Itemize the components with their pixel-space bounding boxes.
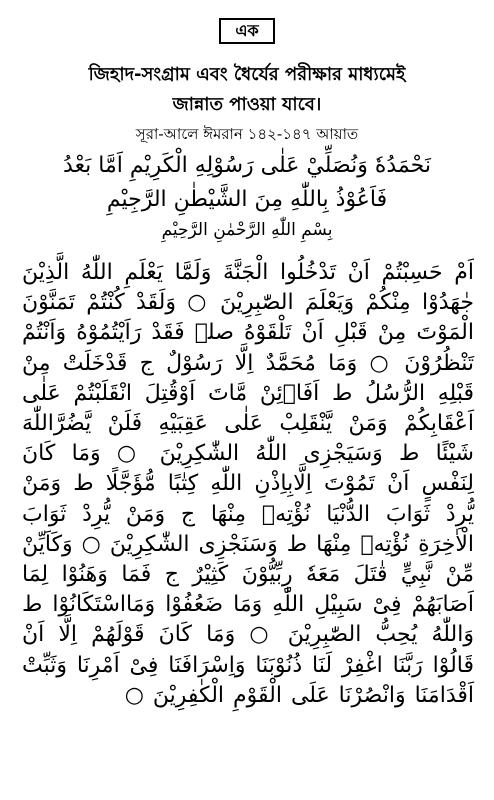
surah-reference: সূরা-আলে ঈমরান ১৪২-১৪৭ আয়াত	[135, 125, 359, 143]
chapter-title-line-1: জিহাদ-সংগ্রাম এবং ধৈর্যের পরীক্ষার মাধ্যমেই	[88, 64, 406, 85]
opening-basmala: بِسْمِ اللّٰهِ الرَّحْمٰنِ الرَّحِيْمِ	[161, 220, 333, 240]
quran-verses: اَمْ حَسِبْتُمْ اَنْ تَدْخُلُوا الْجَنَّةَ وَلَمَّا يَعْلَمِ اللّٰهُ الَّذِيْنَ جٰهَدُوْا مِنْكُمْ وَيَعْلَمَ الصّٰبِرِيْنَ ○ وَلَقَدْ كُنْتُمْ تَمَنَّوْنَ الْمَوْتَ مِنْ قَبْلِ اَنْ تَلْقَوْهُ صلے فَقَدْ رَاَيْتُمُوْهُ وَاَنْتُمْ تَنْظُرُوْنَ ○ وَمَا مُحَمَّدٌ اِلَّا رَسُوْلٌ ج قَدْخَلَتْ مِنْ قَبْلِهِ الرُّسُلُ ط اَفَا۠ئِنْ مَّاتَ اَوْقُتِلَ انْقَلَبْتُمْ عَلٰى اَعْقَابِكُمْ وَمَنْ يَّنْقَلِبْ عَلٰى عَقِبَيْهِ فَلَنْ يَّضُرَّاللّٰهَ شَيْئًا ط وَسَيَجْزِى اللّٰهُ الشّٰكِرِيْنَ ○ وَمَا كَانَ لِنَفْسٍ اَنْ تَمُوْتَ اِلَّابِاِذْنِ اللّٰهِ كِتٰبًا مُّؤَجَّلًا ط وَمَنْ يُّرِدْ ثَوَابَ الدُّنْيَا نُؤْتِهٖ مِنْهَا ج وَمَنْ يُّرِدْ ثَوَابَ الْاٰخِرَةِ نُؤْتِهٖ مِنْهَا ط وَسَنَجْزِى الشّٰكِرِيْنَ ○ وَكَاَيِّنْ مِّنْ نَّبِيٍّ قٰتَلَ مَعَهٗ رِبِّيُّوْنَ كَثِيْرٌ ج فَمَا وَهَنُوْا لِمَا اَصَابَهُمْ فِىْ سَبِيْلِ اللّٰهِ وَمَا ضَعُفُوْا وَمَااسْتَكَانُوْا ط وَاللّٰهُ يُحِبُّ الصّٰبِرِيْنَ ○ وَمَا كَانَ قَوْلَهُمْ اِلَّا اَنْ قَالُوْا رَبَّنَا اغْفِرْ لَنَا ذُنُوْبَنَا وَاِسْرَافَنَا فِىْ اَمْرِنَا وَثَبِّتْ اَقْدَامَنَا وَانْصُرْنَا عَلَى الْقَوْمِ الْكٰفِرِيْنَ ○	[22, 260, 474, 708]
opening-hamd: نَحْمَدُهٗ وَنُصَلِّيْ عَلٰى رَسُوْلِهِ الْكَرِيْمِ اَمَّا بَعْدُ	[63, 153, 431, 178]
opening-taawwudh: فَاَعُوْذُ بِاللّٰهِ مِنَ الشَّيْطٰنِ الرَّجِيْمِ	[106, 187, 388, 212]
chapter-title-line-2: জান্নাত পাওয়া যাবে।	[172, 94, 322, 115]
page-number-box: এক	[219, 18, 275, 44]
